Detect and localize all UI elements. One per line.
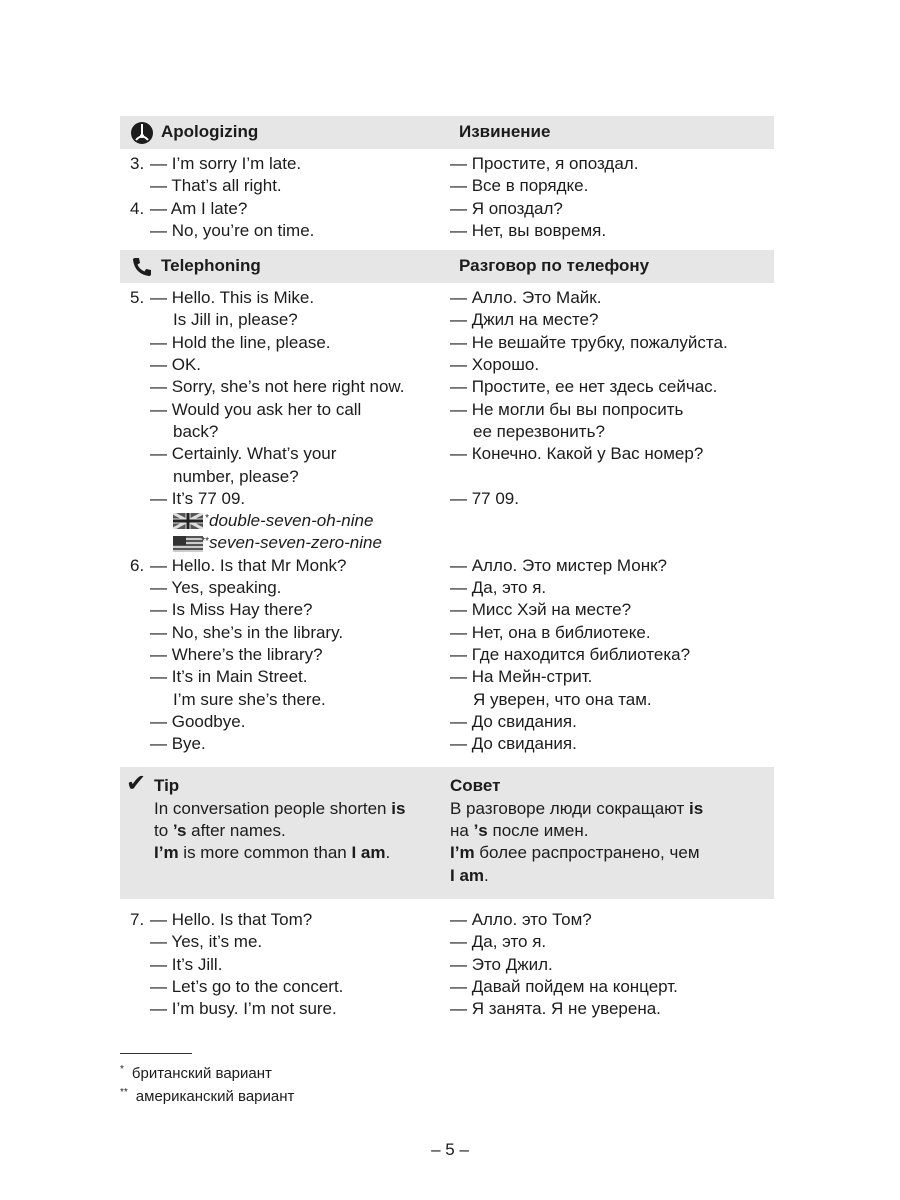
tip-bold: is <box>391 798 406 818</box>
line-number <box>120 998 150 1020</box>
tip-text: to <box>154 821 173 841</box>
line-number <box>120 622 150 644</box>
line-english: — No, you’re on time. <box>150 220 315 240</box>
line-english: — Is Miss Hay there? <box>150 600 313 620</box>
line-number: 4. <box>130 198 145 218</box>
line-english: — Yes, it’s me. <box>150 932 263 952</box>
line-number <box>120 309 150 331</box>
line-russian: — Не могли бы вы попросить <box>450 399 684 419</box>
checkmark-icon: ✔ <box>126 770 147 798</box>
dialog-telephoning <box>120 283 774 763</box>
dialog-line <box>120 954 774 976</box>
line-russian: — Алло. это Том? <box>450 909 592 929</box>
dialog-line <box>120 354 774 376</box>
tip-title-en: Tip <box>154 776 180 796</box>
variant-american <box>120 532 774 554</box>
line-number <box>120 421 150 443</box>
tip-text: after names. <box>186 821 286 841</box>
line-number <box>120 332 150 354</box>
dialog-line <box>120 998 774 1020</box>
line-number <box>120 354 150 376</box>
line-english: — Bye. <box>150 734 206 754</box>
line-russian: — Мисс Хэй на месте? <box>450 600 632 620</box>
tip-text: В разговоре люди сокращают <box>450 798 690 818</box>
line-number <box>120 577 150 599</box>
line-number: 6. <box>130 555 145 575</box>
dialog-line <box>120 175 774 197</box>
line-number <box>120 954 150 976</box>
line-russian: — Простите, ее нет здесь сейчас. <box>450 377 718 397</box>
dialog-line <box>120 622 774 644</box>
line-english: — Certainly. What’s your <box>150 444 337 464</box>
dialog-7 <box>120 899 774 1028</box>
line-english: I’m sure she’s there. <box>173 689 326 709</box>
footnote-mark: * <box>120 1064 124 1075</box>
section-title-ru: Извинение <box>459 122 551 141</box>
dialog-line <box>120 376 774 398</box>
dialog-line <box>120 666 774 688</box>
dialog-line <box>120 733 774 755</box>
dialog-line <box>120 220 774 242</box>
tip-text: is more common than <box>178 843 352 863</box>
line-english: Is Jill in, please? <box>173 310 298 330</box>
line-number <box>120 644 150 666</box>
dialog-apologizing <box>120 149 774 250</box>
tip-bold: I’m <box>154 843 179 863</box>
line-number <box>120 666 150 688</box>
line-number <box>120 399 150 421</box>
tip-text: на <box>450 821 474 841</box>
line-number <box>120 220 150 242</box>
line-number <box>120 443 150 465</box>
footnote-british <box>120 1060 272 1084</box>
line-russian: — Конечно. Какой у Вас номер? <box>450 444 704 464</box>
line-english: — I’m sorry I’m late. <box>150 154 302 173</box>
dialog-line <box>120 644 774 666</box>
line-english: — It’s in Main Street. <box>150 667 308 687</box>
line-english: — Goodbye. <box>150 711 246 731</box>
line-number: 5. <box>130 288 145 308</box>
tip-box <box>120 767 774 898</box>
footnote-mark: ** <box>201 535 209 547</box>
dialog-line <box>120 198 774 220</box>
line-number <box>120 466 150 488</box>
line-russian: — До свидания. <box>450 711 577 731</box>
line-russian: — Все в порядке. <box>450 176 589 196</box>
line-english: — OK. <box>150 355 202 375</box>
line-russian: — Хорошо. <box>450 355 540 375</box>
line-number: 7. <box>130 909 145 929</box>
line-number <box>120 931 150 953</box>
tip-bold: is <box>689 798 704 818</box>
tip-text: In conversation people shorten <box>154 798 392 818</box>
line-number <box>120 175 150 197</box>
line-number <box>120 733 150 755</box>
line-english: — It’s 77 09. <box>150 488 246 508</box>
line-english: — Where’s the library? <box>150 644 323 664</box>
tip-en <box>120 775 420 886</box>
footnote-text: британский вариант <box>131 1065 272 1082</box>
variant-text: double-seven-oh-nine <box>209 511 374 531</box>
variant-text: seven-seven-zero-nine <box>209 533 382 553</box>
line-russian: — Алло. Это Майк. <box>450 288 602 308</box>
line-russian: — Простите, я опоздал. <box>450 154 639 173</box>
line-number <box>120 376 150 398</box>
line-russian: — Не вешайте трубку, пожалуйста. <box>450 332 728 352</box>
line-russian: ее перезвонить? <box>473 421 605 441</box>
line-number <box>120 689 150 711</box>
section-header-apologizing <box>120 116 774 149</box>
line-english: — That’s all right. <box>150 176 282 196</box>
footnote-mark: * <box>205 513 209 525</box>
line-russian: — Я опоздал? <box>450 198 563 218</box>
tip-text: после имен. <box>487 821 589 841</box>
line-russian: — Я занята. Я не уверена. <box>450 999 661 1019</box>
dialog-line <box>120 599 774 621</box>
line-english: — Hello. Is that Tom? <box>150 909 313 929</box>
dialog-line <box>120 153 774 175</box>
line-english: — No, she’s in the library. <box>150 622 344 642</box>
section-title-ru: Разговор по телефону <box>459 256 650 276</box>
line-english: number, please? <box>173 466 299 486</box>
variant-british <box>120 510 774 532</box>
footnote-american <box>120 1083 294 1107</box>
line-russian <box>450 466 774 488</box>
line-russian: — Это Джил. <box>450 954 553 974</box>
page-number: – 5 – <box>431 1140 469 1159</box>
footnote-divider <box>120 1053 192 1054</box>
line-russian: — На Мейн-стрит. <box>450 667 593 687</box>
line-russian: — До свидания. <box>450 734 577 754</box>
tip-bold: I am <box>351 843 386 863</box>
dialog-line <box>120 555 774 577</box>
footnote-text: американский вариант <box>135 1088 295 1105</box>
line-english: — Am I late? <box>150 198 248 218</box>
tip-text: . <box>484 865 489 885</box>
line-number <box>120 711 150 733</box>
dialog-line <box>120 689 774 711</box>
section-title-en: Apologizing <box>161 122 259 141</box>
page-content <box>120 116 774 1028</box>
line-english: back? <box>173 421 219 441</box>
line-russian: — Джил на месте? <box>450 310 599 330</box>
dialog-line <box>120 909 774 931</box>
tip-bold: I’m <box>450 843 475 863</box>
line-russian: — Да, это я. <box>450 578 547 598</box>
section-header-telephoning <box>120 250 774 283</box>
tip-bold: ’s <box>473 821 488 841</box>
line-english: — Let’s go to the concert. <box>150 976 344 996</box>
dialog-line <box>120 332 774 354</box>
dialog-line <box>120 287 774 309</box>
line-english: — Yes, speaking. <box>150 578 282 598</box>
tip-bold: ’s <box>172 821 187 841</box>
line-number: 3. <box>130 154 145 173</box>
line-english: — Hello. Is that Mr Monk? <box>150 555 347 575</box>
dialog-line <box>120 488 774 510</box>
dialog-line <box>120 466 774 488</box>
telephone-icon <box>130 255 154 279</box>
us-flag-icon <box>173 535 209 552</box>
section-title-en: Telephoning <box>161 256 261 276</box>
dialog-line <box>120 399 774 421</box>
dialog-line <box>120 443 774 465</box>
footnote-mark: ** <box>120 1087 128 1098</box>
line-russian: Я уверен, что она там. <box>473 689 652 709</box>
line-russian: — Да, это я. <box>450 932 547 952</box>
line-number <box>120 976 150 998</box>
line-russian: — 77 09. <box>450 488 519 508</box>
line-number <box>120 488 150 510</box>
line-russian: — Нет, вы вовремя. <box>450 220 607 240</box>
line-english: — I’m busy. I’m not sure. <box>150 999 337 1019</box>
apology-icon <box>130 121 154 145</box>
dialog-line <box>120 931 774 953</box>
line-russian: — Где находится библиотека? <box>450 644 691 664</box>
line-number <box>120 599 150 621</box>
uk-flag-icon <box>173 513 209 529</box>
tip-title-ru: Совет <box>450 776 501 796</box>
tip-ru <box>420 775 744 886</box>
tip-text: более распространено, чем <box>474 843 700 863</box>
line-english: — Hello. This is Mike. <box>150 288 315 308</box>
line-russian: — Алло. Это мистер Монк? <box>450 555 667 575</box>
line-english: — Would you ask her to call <box>150 399 362 419</box>
line-russian: — Нет, она в библиотеке. <box>450 622 651 642</box>
line-english: — Sorry, she’s not here right now. <box>150 377 405 397</box>
line-english: — It’s Jill. <box>150 954 223 974</box>
tip-bold: I am <box>450 865 485 885</box>
dialog-line <box>120 577 774 599</box>
line-russian: — Давай пойдем на концерт. <box>450 976 678 996</box>
dialog-line <box>120 711 774 733</box>
dialog-line <box>120 421 774 443</box>
dialog-line <box>120 976 774 998</box>
tip-text: . <box>385 843 391 863</box>
line-english: — Hold the line, please. <box>150 332 331 352</box>
dialog-line <box>120 309 774 331</box>
